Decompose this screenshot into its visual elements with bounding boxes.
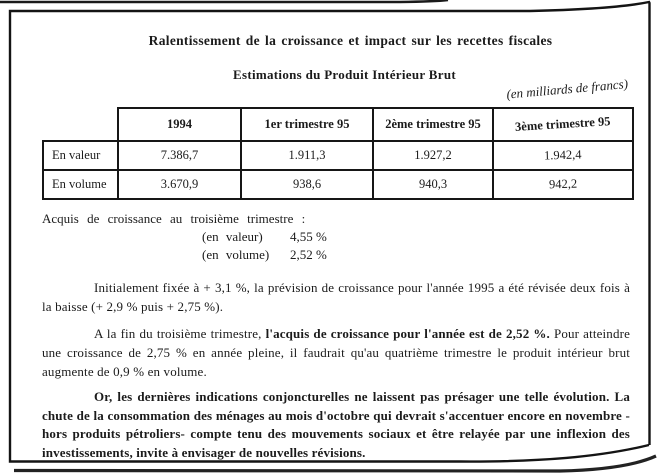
table-cell: 1.927,2 [373,141,493,170]
page-subtitle: Estimations du Produit Intérieur Brut [233,67,456,82]
col-header-q3-95 [493,108,633,141]
growth-carryover-volume-line [202,246,327,264]
paragraph-q3-carryover: A la fin du troisième trimestre, l'acquis de croissance pour l'année est de 2,52 %. Pour atteindre une croissance de 2,75 % en année pleine, il faudrait qu'au quatrième trimestre le produit intérieur brut augmente de 0,9 % en volume. [42,326,631,379]
row-label-en-volume: En volume [43,170,118,199]
document-page [9,10,650,462]
table-cell: 3.670,9 [118,170,241,199]
col-header-q2-95: 2ème trimestre 95 [373,108,493,141]
row-label-en-valeur: En valeur [43,141,118,170]
page-title: Ralentissement de la croissance et impact sur les recettes fiscales [148,33,553,48]
carryover-value-valeur: 4,55 % [290,229,327,244]
table-header-row [43,108,633,141]
paragraph-outlook: Or, les dernières indications conjoncturelles ne laissent pas présager une telle évolution. La chute de la consommation des ménages au mois d'octobre qui devrait s'accentuer encore en novembre -hors produits pétroliers- compte tenu des mouvements sociaux et être relayée par une inflexion des investissements, invite à envisager de nouvelles révisions. [42,389,630,460]
col-header-q3-95-label: 3ème trimestre 95 [514,114,612,134]
table-row-en-volume [43,170,633,199]
carryover-label-valeur: (en valeur) [202,229,263,244]
table-cell: 1.911,3 [241,141,373,170]
growth-carryover-intro: Acquis de croissance au troisième trimestre : [42,211,306,226]
table-cell: 7.386,7 [118,141,241,170]
unit-note: (en milliards de francs) [505,76,629,102]
col-header-q1-95: 1er trimestre 95 [241,108,373,141]
table-cell: 938,6 [241,170,373,199]
carryover-label-volume: (en volume) [202,247,270,262]
scan-top-edge [0,0,448,2]
gdp-estimates-table [42,107,634,200]
table-row-en-valeur [43,141,633,170]
growth-carryover-block [42,210,327,264]
growth-carryover-value-line [202,228,327,246]
carryover-value-volume: 2,52 % [290,247,327,262]
table-cell: 942,2 [493,170,633,199]
table-cell: 940,3 [373,170,493,199]
paragraph-forecast-revision: Initialement fixée à + 3,1 %, la prévision de croissance pour l'année 1995 a été révisée deux fois à la baisse (+ 2,9 % puis + 2,75 %). [42,280,630,314]
table-corner-blank [43,108,118,141]
col-header-1994: 1994 [118,108,241,141]
table-cell: 1.942,4 [493,141,633,170]
